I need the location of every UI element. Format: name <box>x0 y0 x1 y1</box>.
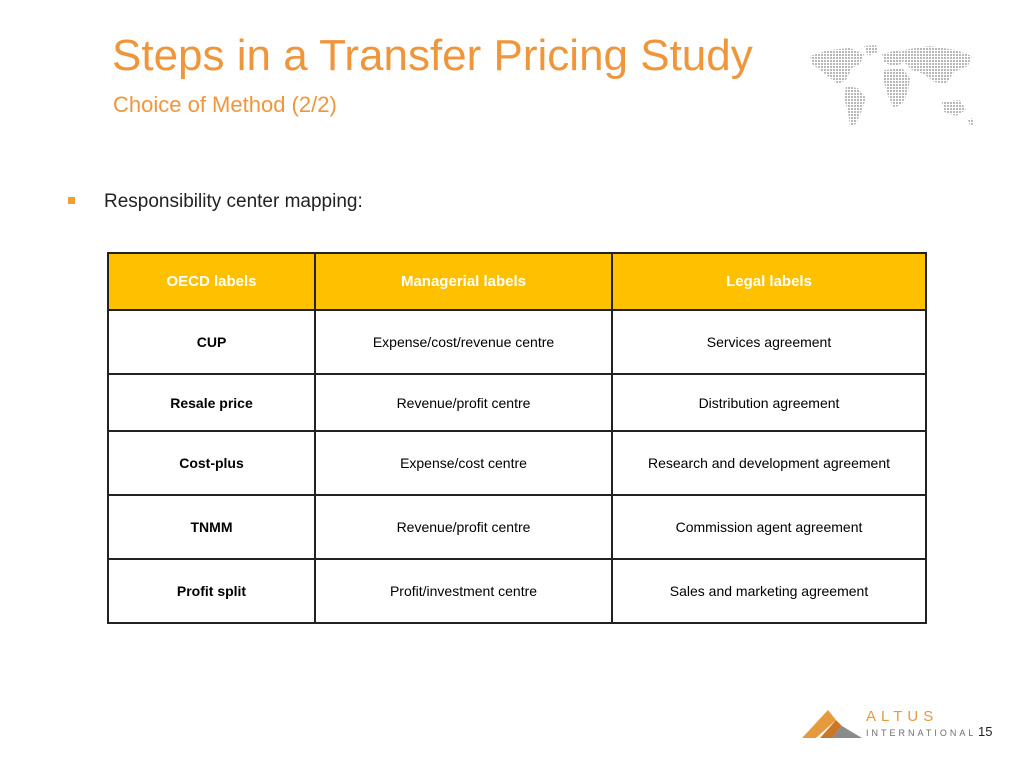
managerial-label-cell: Revenue/profit centre <box>315 374 612 431</box>
legal-label-cell: Services agreement <box>612 310 926 374</box>
legal-label-cell: Distribution agreement <box>612 374 926 431</box>
oecd-label-cell: TNMM <box>108 495 315 559</box>
oecd-label-cell: Profit split <box>108 559 315 623</box>
page-number: 15 <box>978 724 993 739</box>
managerial-label-cell: Profit/investment centre <box>315 559 612 623</box>
world-map-icon <box>806 42 978 132</box>
header-managerial-labels: Managerial labels <box>315 253 612 310</box>
table-row <box>108 374 926 431</box>
legal-label-cell: Commission agent agreement <box>612 495 926 559</box>
logo-name: ALTUS <box>866 708 939 725</box>
logo-subtitle: INTERNATIONAL <box>866 728 977 738</box>
slide-title: Steps in a Transfer Pricing Study <box>112 31 753 80</box>
oecd-label-cell: CUP <box>108 310 315 374</box>
legal-label-cell: Sales and marketing agreement <box>612 559 926 623</box>
oecd-label-cell: Resale price <box>108 374 315 431</box>
bullet-square-icon <box>68 197 75 204</box>
table-row <box>108 431 926 495</box>
slide-subtitle: Choice of Method (2/2) <box>113 92 337 117</box>
header-oecd-labels: OECD labels <box>108 253 315 310</box>
table-row <box>108 310 926 374</box>
managerial-label-cell: Expense/cost/revenue centre <box>315 310 612 374</box>
table-row <box>108 559 926 623</box>
managerial-label-cell: Expense/cost centre <box>315 431 612 495</box>
table-row <box>108 495 926 559</box>
managerial-label-cell: Revenue/profit centre <box>315 495 612 559</box>
header-legal-labels: Legal labels <box>612 253 926 310</box>
table-header-row <box>108 253 926 310</box>
oecd-label-cell: Cost-plus <box>108 431 315 495</box>
altus-mountain-icon <box>802 706 864 738</box>
altus-logo <box>802 706 977 742</box>
legal-label-cell: Research and development agreement <box>612 431 926 495</box>
responsibility-mapping-table <box>107 252 927 624</box>
bullet-text: Responsibility center mapping: <box>104 191 363 212</box>
